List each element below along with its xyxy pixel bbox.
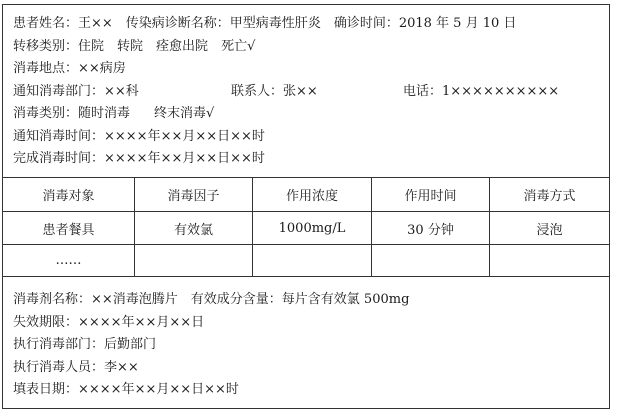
form-header-section — [13, 13, 603, 171]
notify-department: 通知消毒部门：××科 — [13, 83, 139, 99]
header-object: 消毒对象 — [42, 189, 95, 204]
notify-time: 通知消毒时间：××××年××月××日××时 — [13, 128, 265, 144]
table-header-row — [3, 178, 609, 211]
cell-concentration: 1000mg/L — [252, 212, 371, 244]
disinfectant-name: 消毒剂名称：××消毒泡腾片 — [13, 292, 178, 307]
exec-person-line — [13, 357, 603, 380]
fill-date: 填表日期：××××年××月××日××时 — [13, 382, 239, 397]
form-footer-section — [13, 289, 603, 402]
header-method: 消毒方式 — [489, 178, 609, 211]
disinfectant-ingredient: 有效成分含量：每片含有效氯 500mg — [190, 292, 410, 307]
complete-time-line — [13, 148, 603, 171]
fill-date-line — [13, 379, 603, 402]
disinfection-table — [3, 177, 609, 277]
disinfection-location: 消毒地点：××病房 — [13, 61, 126, 76]
disinfection-form — [2, 4, 610, 409]
disinfection-option-ongoing: 随时消毒 — [78, 106, 131, 121]
transfer-option-transfer: 转院 — [117, 38, 144, 54]
disinfection-type-label: 消毒类别： — [13, 106, 79, 121]
notify-phone: 电话：1×××××××××× — [403, 83, 560, 99]
transfer-type-label: 转移类别： — [13, 38, 79, 54]
cell-factor: 有效氯 — [134, 212, 252, 244]
header-factor: 消毒因子 — [134, 178, 252, 211]
table-row — [3, 244, 609, 276]
expiry-line — [13, 312, 603, 335]
diagnosis-name: 传染病诊断名称：甲型病毒性肝炎 — [125, 16, 321, 31]
transfer-option-death: 死亡√ — [221, 38, 256, 54]
notify-time-line — [13, 126, 603, 149]
cell-duration — [371, 245, 489, 276]
exec-department-line — [13, 334, 603, 357]
transfer-option-discharge: 痊愈出院 — [156, 38, 209, 54]
exec-department: 执行消毒部门：后勤部门 — [13, 337, 157, 352]
notify-line — [13, 81, 603, 104]
disinfection-option-terminal: 终末消毒√ — [154, 106, 215, 121]
disinfection-type-line — [13, 103, 603, 126]
patient-name: 患者姓名：王×× — [13, 16, 113, 31]
cell-duration: 30 分钟 — [371, 212, 489, 244]
transfer-type-line — [13, 36, 603, 59]
cell-object: …… — [55, 253, 82, 268]
diagnosis-time: 确诊时间：2018 年 5 月 10 日 — [333, 16, 517, 31]
expiry-date: 失效期限：××××年××月××日 — [13, 314, 205, 330]
cell-concentration — [252, 245, 371, 276]
cell-method — [489, 245, 609, 276]
notify-contact: 联系人：张×× — [231, 83, 318, 99]
location-line — [13, 58, 603, 81]
disinfectant-line — [13, 289, 603, 312]
cell-factor — [134, 245, 252, 276]
transfer-option-inpatient: 住院 — [78, 38, 105, 54]
header-duration: 作用时间 — [371, 178, 489, 211]
table-row — [3, 211, 609, 244]
complete-time: 完成消毒时间：××××年××月××日××时 — [13, 151, 265, 166]
patient-line — [13, 13, 603, 36]
cell-object: 患者餐具 — [42, 222, 95, 238]
header-concentration: 作用浓度 — [252, 178, 371, 211]
cell-method: 浸泡 — [489, 212, 609, 244]
exec-person: 执行消毒人员：李×× — [13, 359, 139, 375]
